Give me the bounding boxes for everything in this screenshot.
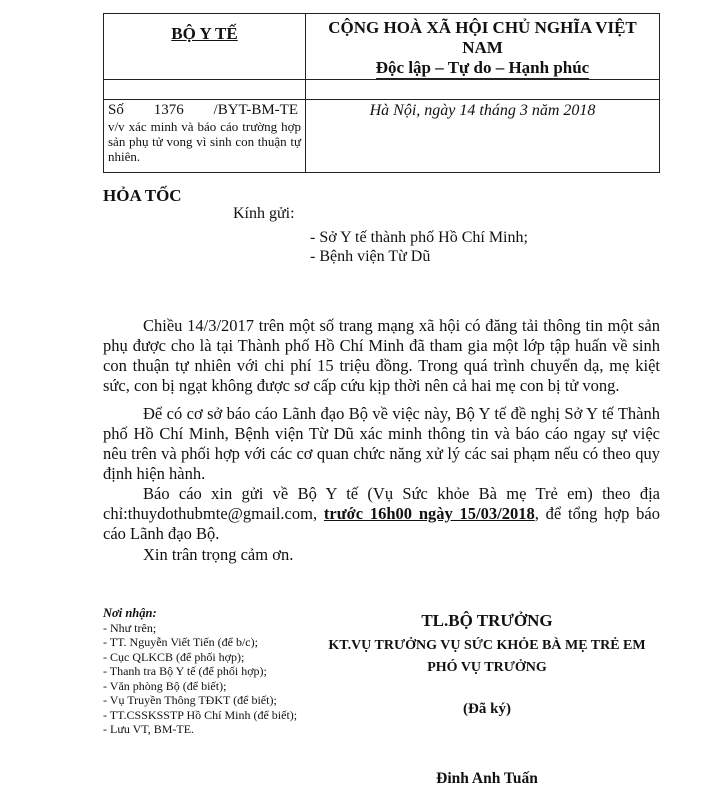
letter-header [103, 13, 660, 173]
receivers-list [103, 606, 297, 737]
place-date: Hà Nội, ngày 14 tháng 3 năm 2018 [306, 100, 660, 173]
receiver-item: - TT.CSSKSSTP Hồ Chí Minh (để biết); [103, 707, 298, 722]
document-subject: v/v xác minh và báo cáo trường hợp sản phụ tử vong vì sinh con thuận tự nhiên. [108, 119, 301, 164]
nation-name: CỘNG HOÀ XÃ HỘI CHỦ NGHĨA VIỆT NAM [328, 18, 637, 57]
signer-name: Đinh Anh Tuấn [436, 770, 538, 787]
receiver-item: - TT. Nguyễn Viết Tiến (để b/c); [103, 635, 258, 649]
closing-paragraph: Xin trân trọng cảm ơn. [143, 545, 294, 564]
document-number: Số 1376 /BYT-BM-TE [108, 102, 298, 118]
agency-name: BỘ Y TẾ [171, 24, 238, 43]
signed-mark: (Đã ký) [463, 701, 511, 717]
header-spacer-left [104, 80, 306, 100]
report-deadline: trước 16h00 ngày 15/03/2018 [323, 504, 535, 523]
header-spacer-right [306, 80, 660, 100]
body-paragraph-2: Để có cơ sở báo cáo Lãnh đạo Bộ về việc này, Bộ Y tế đề nghị Sở Y tế Thành phố Hồ Chí Minh, Bệnh viện Từ Dũ xác minh thông tin và báo cáo ngay sự việc nêu trên và phối hợp với các cơ quan chức năng xử lý các sai phạm nếu có theo quy định hiện hành. [103, 404, 660, 483]
national-title-cell [306, 14, 660, 80]
signature-department: KT.VỤ TRƯỞNG VỤ SỨC KHỎE BÀ MẸ TRẺ EM [328, 638, 646, 653]
body-paragraph-3: Báo cáo xin gửi về Bộ Y tế (Vụ Sức khỏe Bà mẹ Trẻ em) theo địa chỉ:thuydothubmte@gmail.com, trước 16h00 ngày 15/03/2018, để tổng hợp báo cáo Lãnh đạo Bộ. [103, 484, 660, 543]
urgency-mark: HỎA TỐC [103, 186, 182, 205]
receiver-item: - Thanh tra Bộ Y tế (để phối hợp); [103, 664, 267, 678]
receiver-item: - Như trên; [103, 620, 157, 635]
receiver-item: - Vụ Truyền Thông TĐKT (để biết); [103, 693, 277, 707]
receiver-item: - Lưu VT, BM-TE. [103, 722, 195, 736]
receiver-item: - Cục QLKCB (để phối hợp); [103, 649, 245, 664]
national-motto: Độc lập – Tự do – Hạnh phúc [375, 58, 590, 77]
signature-position: PHÓ VỤ TRƯỞNG [427, 660, 547, 675]
receiver-item: - Văn phòng Bộ (để biết); [103, 678, 227, 693]
signature-block [304, 611, 670, 788]
greeting: Kính gửi: [233, 205, 295, 222]
signature-authority: TL.BỘ TRƯỞNG [421, 611, 553, 630]
body-paragraph-1: Chiều 14/3/2017 trên một số trang mạng xã hội có đăng tải thông tin một sản phụ được cho là tại Thành phố Hồ Chí Minh đã tham gia một lớp tập huấn về sinh con thuận tự nhiên với chi phí 15 triệu đồng. Trong quá trình chuyển dạ, mẹ kiệt sức, con bị ngạt không được sơ cấp cứu kịp thời nên cả hai mẹ con bị tử vong. [103, 316, 660, 395]
recipient-item: - Bệnh viện Từ Dũ [310, 248, 431, 265]
document-number-cell [104, 100, 306, 173]
recipient-item: - Sở Y tế thành phố Hồ Chí Minh; [310, 229, 528, 246]
agency-cell [104, 14, 306, 80]
receivers-title: Nơi nhận: [103, 606, 157, 620]
